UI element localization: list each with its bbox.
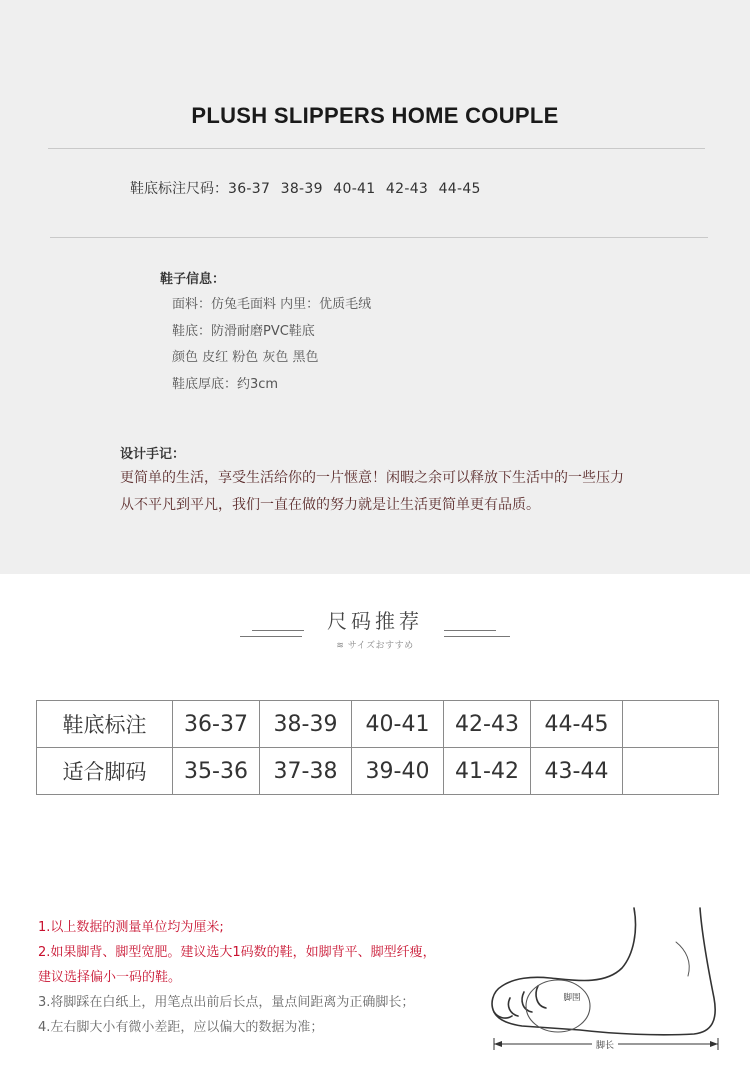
table-cell: 44-45 <box>531 701 623 748</box>
size-table <box>36 700 719 795</box>
table-cell: 41-42 <box>444 748 531 795</box>
sole-marking-line <box>130 178 481 198</box>
decor-line <box>444 636 510 637</box>
table-cell: 38-39 <box>260 701 352 748</box>
design-notes-list <box>120 468 624 522</box>
sole-size: 44-45 <box>438 181 481 197</box>
measurement-note: 1.以上数据的测量单位均为厘米; <box>38 920 224 935</box>
sole-marking-label: 鞋底标注尺码： <box>130 181 228 197</box>
shoe-info-heading: 鞋子信息： <box>160 272 226 287</box>
size-section-title: 尺码推荐 <box>327 609 423 633</box>
design-notes-heading: 设计手记： <box>120 447 186 462</box>
row-label: 适合脚码 <box>37 748 173 795</box>
table-cell <box>623 701 719 748</box>
divider <box>48 148 705 149</box>
table-cell: 39-40 <box>352 748 444 795</box>
shoe-info-line: 面料：仿兔毛面料 内里：优质毛绒 <box>172 297 372 312</box>
sole-size: 38-39 <box>280 181 323 197</box>
foot-girth-label: 脚围 <box>563 993 581 1003</box>
foot-outline <box>492 908 715 1035</box>
measurement-notes <box>38 918 436 1043</box>
table-cell: 36-37 <box>173 701 260 748</box>
design-note-line: 更简单的生活，享受生活给你的一片惬意！闲暇之余可以释放下生活中的一些压力 <box>120 470 624 486</box>
toe-3 <box>522 992 532 1012</box>
sole-size: 36-37 <box>228 181 271 197</box>
table-row <box>37 701 719 748</box>
foot-length-label: 脚长 <box>595 1041 615 1051</box>
table-cell: 35-36 <box>173 748 260 795</box>
measurement-note: 2.如果脚背、脚型宽肥。建议选大1码数的鞋，如脚背平、脚型纤瘦， <box>38 945 436 960</box>
row-label: 鞋底标注 <box>37 701 173 748</box>
shoe-info-line: 鞋底：防滑耐磨PVC鞋底 <box>172 323 315 339</box>
divider <box>50 237 708 238</box>
measurement-note: 建议选择偏小一码的鞋。 <box>38 970 182 985</box>
toe-4 <box>536 986 546 1008</box>
arrow-head-left <box>494 1041 502 1047</box>
arrow-head-right <box>710 1041 718 1047</box>
ankle-line <box>676 942 689 976</box>
measurement-note: 3.将脚踩在白纸上，用笔点出前后长点，量点间距离为正确脚长； <box>38 995 415 1010</box>
decor-line <box>240 636 302 637</box>
table-cell: 40-41 <box>352 701 444 748</box>
table-cell <box>623 748 719 795</box>
shoe-info-line: 颜色 皮红 粉色 灰色 黑色 <box>172 350 319 365</box>
girth-ring <box>526 980 590 1032</box>
measurement-note: 4.左右脚大小有微小差距，应以偏大的数据为准； <box>38 1020 324 1035</box>
toe-2 <box>508 998 518 1016</box>
shoe-info-list <box>172 295 371 401</box>
toe-1 <box>494 1012 512 1018</box>
table-cell: 43-44 <box>531 748 623 795</box>
sole-size: 40-41 <box>333 181 376 197</box>
design-note-line: 从不平凡到平凡，我们一直在做的努力就是让生活更简单更有品质。 <box>120 497 540 513</box>
table-cell: 37-38 <box>260 748 352 795</box>
shoe-info-line: 鞋底厚底：约3cm <box>172 376 279 392</box>
table-cell: 42-43 <box>444 701 531 748</box>
table-row <box>37 748 719 795</box>
foot-diagram <box>488 902 728 1052</box>
size-section-subtitle: ≋ サイズおすすめ <box>336 641 414 651</box>
page-title: PLUSH SLIPPERS HOME COUPLE <box>191 103 559 128</box>
sole-size: 42-43 <box>385 181 429 197</box>
